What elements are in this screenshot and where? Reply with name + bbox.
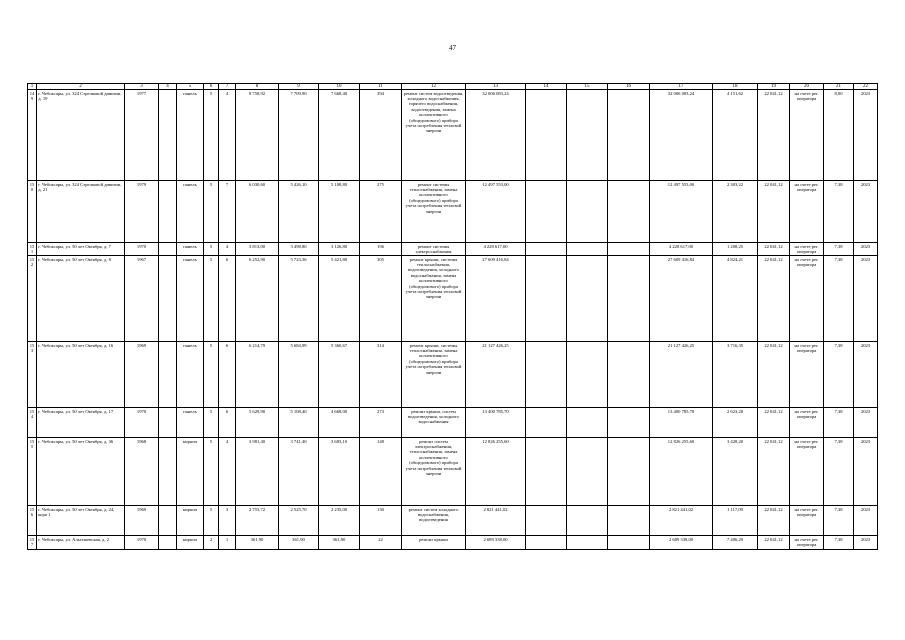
address-cell: г. Чебоксары, ул. 50 лет Октября, д. 24, корп 1 (37, 506, 125, 536)
residents-cell: 394 (360, 90, 402, 181)
col14-cell (526, 506, 567, 536)
funding-method-cell: на счете рег. оператора (790, 243, 824, 256)
limit-cell: 22 041,12 (758, 256, 790, 342)
cost-per-m2-cell: 4 151,62 (713, 90, 758, 181)
plan-year-cell: 2023 (854, 256, 878, 342)
material-cell: панель (177, 243, 204, 256)
limit-cell: 22 041,12 (758, 90, 790, 181)
residents-cell: 273 (360, 408, 402, 438)
cost-cell: 12 826 255,60 (466, 438, 526, 506)
column-number-cell: 15 (567, 84, 608, 90)
col4-cell (159, 506, 177, 536)
area-residential-cell: 5 421,80 (319, 256, 360, 342)
cost-cell: 13 400 785,70 (466, 408, 526, 438)
cost-per-m2-cell: 7 406,29 (713, 536, 758, 550)
tariff-cell: 7,38 (824, 181, 854, 243)
cost-cell: 21 127 426,25 (466, 342, 526, 408)
col15-cell (567, 408, 608, 438)
address-cell: г. Чебоксары, ул. 50 лет Октября, д. 8 (37, 256, 125, 342)
col14-cell (526, 256, 567, 342)
row-id-cell: 154 (28, 408, 37, 438)
address-cell: г. Чебоксары, ул. 50 лет Октября, д. 16 (37, 342, 125, 408)
cost-fund-cell: 21 127 426,25 (650, 342, 713, 408)
area-total-cell: 2 753,72 (236, 506, 279, 536)
material-cell: панель (177, 342, 204, 408)
col4-cell (159, 90, 177, 181)
area-residential-cell: 3 126,80 (319, 243, 360, 256)
floors-cell: 5 (204, 256, 219, 342)
tariff-cell: 7,38 (824, 408, 854, 438)
cost-fund-cell: 4 228 617,00 (650, 243, 713, 256)
residents-cell: 196 (360, 243, 402, 256)
area-living-cell: 361,90 (279, 536, 319, 550)
cost-cell: 4 228 617,00 (466, 243, 526, 256)
cost-fund-cell: 32 006 083,24 (650, 90, 713, 181)
tariff-cell: 7,38 (824, 438, 854, 506)
housing-repair-table-wrapper (27, 83, 871, 550)
year-cell: 1967 (125, 256, 159, 342)
tariff-cell: 7,38 (824, 506, 854, 536)
area-residential-cell: 4 668,00 (319, 408, 360, 438)
col4-cell (159, 342, 177, 408)
column-number-cell: 8 (236, 84, 279, 90)
col15-cell (567, 243, 608, 256)
page-number: 47 (449, 44, 456, 52)
row-id-cell: 155 (28, 438, 37, 506)
col4-cell (159, 408, 177, 438)
col16-cell (608, 506, 650, 536)
funding-method-cell: на счете рег. оператора (790, 256, 824, 342)
year-cell: 1969 (125, 342, 159, 408)
residents-cell: 148 (360, 438, 402, 506)
column-number-cell: 5 (177, 84, 204, 90)
area-total-cell: 3 813,00 (236, 243, 279, 256)
material-cell: панель (177, 256, 204, 342)
entrances-cell: 1 (219, 536, 236, 550)
works-cell: ремонт системы теплоснабжения, замена коллективного (общедомового) прибора учета потребления тепловой энергии (402, 181, 466, 243)
col4-cell (159, 181, 177, 243)
year-cell: 1979 (125, 181, 159, 243)
area-total-cell: 6 030,60 (236, 181, 279, 243)
table-row (28, 243, 878, 256)
funding-method-cell: на счете рег. оператора (790, 536, 824, 550)
column-number-cell: 11 (360, 84, 402, 90)
cost-fund-cell: 2 821 441,02 (650, 506, 713, 536)
cost-cell: 2 821 441,02 (466, 506, 526, 536)
area-total-cell: 8 758,92 (236, 90, 279, 181)
cost-cell: 32 006 083,24 (466, 90, 526, 181)
funding-method-cell: на счете рег. оператора (790, 438, 824, 506)
material-cell: кирпич (177, 438, 204, 506)
limit-cell: 22 041,12 (758, 536, 790, 550)
tariff-cell: 7,38 (824, 342, 854, 408)
year-cell: 1970 (125, 408, 159, 438)
table-row (28, 256, 878, 342)
plan-year-cell: 2023 (854, 408, 878, 438)
column-number-cell: 16 (608, 84, 650, 90)
row-id-cell: 150 (28, 181, 37, 243)
entrances-cell: 6 (219, 256, 236, 342)
area-living-cell: 7 709,90 (279, 90, 319, 181)
table-row (28, 90, 878, 181)
works-cell: ремонт систем холодного водоснабжения, водоотведения (402, 506, 466, 536)
column-number-cell: 19 (758, 84, 790, 90)
plan-year-cell: 2023 (854, 342, 878, 408)
entrances-cell: 4 (219, 90, 236, 181)
column-number-cell: 20 (790, 84, 824, 90)
cost-cell: 2 689 338,00 (466, 536, 526, 550)
area-living-cell: 3 741,40 (279, 438, 319, 506)
column-number-cell: 10 (319, 84, 360, 90)
cost-per-m2-cell: 4 824,21 (713, 256, 758, 342)
area-residential-cell: 361,90 (319, 536, 360, 550)
area-total-cell: 361,90 (236, 536, 279, 550)
limit-cell: 22 041,12 (758, 408, 790, 438)
year-cell: 1970 (125, 536, 159, 550)
col16-cell (608, 342, 650, 408)
column-number-cell: 9 (279, 84, 319, 90)
material-cell: панель (177, 408, 204, 438)
col16-cell (608, 438, 650, 506)
funding-method-cell: на счете рег. оператора (790, 506, 824, 536)
floors-cell: 5 (204, 342, 219, 408)
entrances-cell: 6 (219, 408, 236, 438)
residents-cell: 314 (360, 342, 402, 408)
area-living-cell: 5 723,36 (279, 256, 319, 342)
row-id-cell: 157 (28, 536, 37, 550)
works-cell: ремонт крыши, систем водоотведения, холодного водоснабжения (402, 408, 466, 438)
area-residential-cell: 5 108,80 (319, 181, 360, 243)
material-cell: панель (177, 181, 204, 243)
entrances-cell: 4 (219, 438, 236, 506)
year-cell: 1970 (125, 243, 159, 256)
column-number-cell: 2 (37, 84, 125, 90)
cost-per-m2-cell: 1 208,25 (713, 243, 758, 256)
works-cell: ремонт крыши, системы теплоснабжения, водоотведения, холодного водоснабжения, замена коллективного (общедомового) прибора учета потребления тепловой энергии (402, 256, 466, 342)
col16-cell (608, 256, 650, 342)
area-residential-cell: 7 668,40 (319, 90, 360, 181)
table-row (28, 506, 878, 536)
column-number-cell: 7 (219, 84, 236, 90)
plan-year-cell: 2023 (854, 438, 878, 506)
floors-cell: 5 (204, 408, 219, 438)
table-row (28, 536, 878, 550)
works-cell: ремонт крыши, системы теплоснабжения, замена коллективного (общедомового) прибора учета потребления тепловой энергии (402, 342, 466, 408)
address-cell: г. Чебоксары, ул. Альгешевская, д. 2 (37, 536, 125, 550)
cost-fund-cell: 12 826 255,60 (650, 438, 713, 506)
area-living-cell: 5 108,40 (279, 408, 319, 438)
col14-cell (526, 536, 567, 550)
limit-cell: 22 041,12 (758, 438, 790, 506)
col16-cell (608, 181, 650, 243)
col16-cell (608, 90, 650, 181)
col16-cell (608, 243, 650, 256)
col14-cell (526, 438, 567, 506)
table-row (28, 438, 878, 506)
col14-cell (526, 181, 567, 243)
column-number-cell: 4 (159, 84, 177, 90)
entrances-cell: 3 (219, 506, 236, 536)
col15-cell (567, 342, 608, 408)
col14-cell (526, 243, 567, 256)
tariff-cell: 7,38 (824, 243, 854, 256)
col15-cell (567, 256, 608, 342)
col15-cell (567, 506, 608, 536)
area-total-cell: 5 629,90 (236, 408, 279, 438)
works-cell: ремонт крыши (402, 536, 466, 550)
tariff-cell: 7,38 (824, 536, 854, 550)
funding-method-cell: на счете рег. оператора (790, 90, 824, 181)
cost-fund-cell: 12 497 553,00 (650, 181, 713, 243)
cost-per-m2-cell: 3 716,35 (713, 342, 758, 408)
area-total-cell: 6 252,90 (236, 256, 279, 342)
residents-cell: 130 (360, 506, 402, 536)
row-id-cell: 149 (28, 90, 37, 181)
plan-year-cell: 2023 (854, 181, 878, 243)
area-total-cell: 6 214,79 (236, 342, 279, 408)
floors-cell: 5 (204, 506, 219, 536)
works-cell: ремонт систем водоотведения, холодного водоснабжения, горячего водоснабжения, водоотведения, замена коллективного (общедомового) прибора учета потребления тепловой энергии (402, 90, 466, 181)
funding-method-cell: на счете рег. оператора (790, 342, 824, 408)
col16-cell (608, 536, 650, 550)
address-cell: г. Чебоксары, ул. 50 лет Октября, д. 7 (37, 243, 125, 256)
cost-cell: 27 609 416,84 (466, 256, 526, 342)
entrances-cell: 7 (219, 181, 236, 243)
material-cell: кирпич (177, 506, 204, 536)
tariff-cell: 8,00 (824, 90, 854, 181)
floors-cell: 5 (204, 90, 219, 181)
col15-cell (567, 438, 608, 506)
limit-cell: 22 041,12 (758, 181, 790, 243)
material-cell: панель (177, 90, 204, 181)
floors-cell: 2 (204, 536, 219, 550)
area-living-cell: 5 684,99 (279, 342, 319, 408)
area-total-cell: 3 981,40 (236, 438, 279, 506)
col4-cell (159, 438, 177, 506)
area-residential-cell: 5 360,67 (319, 342, 360, 408)
residents-cell: 275 (360, 181, 402, 243)
address-cell: г. Чебоксары, ул. 324 Стрелковой дивизии, д. 21 (37, 181, 125, 243)
plan-year-cell: 2023 (854, 243, 878, 256)
floors-cell: 5 (204, 243, 219, 256)
column-number-cell: 13 (466, 84, 526, 90)
col14-cell (526, 342, 567, 408)
year-cell: 1969 (125, 506, 159, 536)
column-number-cell: 1 (28, 84, 37, 90)
residents-cell: 305 (360, 256, 402, 342)
residents-cell: 22 (360, 536, 402, 550)
col14-cell (526, 408, 567, 438)
address-cell: г. Чебоксары, ул. 50 лет Октября, д. 17 (37, 408, 125, 438)
table-row (28, 342, 878, 408)
column-number-cell: 18 (713, 84, 758, 90)
works-cell: ремонт системы электроснабжения (402, 243, 466, 256)
entrances-cell: 4 (219, 243, 236, 256)
year-cell: 1968 (125, 438, 159, 506)
tariff-cell: 7,38 (824, 256, 854, 342)
address-cell: г. Чебоксары, ул. 50 лет Октября, д. 36 (37, 438, 125, 506)
table-row (28, 408, 878, 438)
funding-method-cell: на счете рег. оператора (790, 408, 824, 438)
column-number-cell: 3 (125, 84, 159, 90)
area-living-cell: 2 525,70 (279, 506, 319, 536)
plan-year-cell: 2023 (854, 536, 878, 550)
col4-cell (159, 256, 177, 342)
plan-year-cell: 2023 (854, 506, 878, 536)
row-id-cell: 153 (28, 342, 37, 408)
year-cell: 1977 (125, 90, 159, 181)
cost-fund-cell: 27 609 416,84 (650, 256, 713, 342)
plan-year-cell: 2023 (854, 90, 878, 181)
cost-per-m2-cell: 3 428,20 (713, 438, 758, 506)
works-cell: ремонт систем электроснабжения, теплоснабжения, замена коллективного (общедомового) прибора учета потребления тепловой энергии (402, 438, 466, 506)
material-cell: кирпич (177, 536, 204, 550)
cost-fund-cell: 13 400 785,70 (650, 408, 713, 438)
floors-cell: 5 (204, 438, 219, 506)
col15-cell (567, 90, 608, 181)
col4-cell (159, 243, 177, 256)
row-id-cell: 156 (28, 506, 37, 536)
funding-method-cell: на счете рег. оператора (790, 181, 824, 243)
column-number-cell: 17 (650, 84, 713, 90)
housing-repair-table (27, 83, 878, 550)
limit-cell: 22 041,12 (758, 342, 790, 408)
entrances-cell: 6 (219, 342, 236, 408)
row-id-cell: 151 (28, 243, 37, 256)
table-row (28, 181, 878, 243)
row-id-cell: 152 (28, 256, 37, 342)
cost-fund-cell: 2 689 338,00 (650, 536, 713, 550)
col16-cell (608, 408, 650, 438)
limit-cell: 22 041,12 (758, 506, 790, 536)
area-living-cell: 3 498,80 (279, 243, 319, 256)
col4-cell (159, 536, 177, 550)
area-residential-cell: 3 683,10 (319, 438, 360, 506)
cost-per-m2-cell: 1 117,09 (713, 506, 758, 536)
col15-cell (567, 181, 608, 243)
address-cell: г. Чебоксары, ул. 324 Стрелковой дивизии, д. 19 (37, 90, 125, 181)
area-living-cell: 5 426,10 (279, 181, 319, 243)
column-number-cell: 22 (854, 84, 878, 90)
column-number-cell: 12 (402, 84, 466, 90)
limit-cell: 22 041,12 (758, 243, 790, 256)
area-residential-cell: 2 235,00 (319, 506, 360, 536)
col14-cell (526, 90, 567, 181)
cost-per-m2-cell: 2 623,28 (713, 408, 758, 438)
cost-cell: 12 497 553,00 (466, 181, 526, 243)
column-number-cell: 21 (824, 84, 854, 90)
column-number-cell: 14 (526, 84, 567, 90)
cost-per-m2-cell: 2 303,22 (713, 181, 758, 243)
column-number-cell: 6 (204, 84, 219, 90)
col15-cell (567, 536, 608, 550)
floors-cell: 5 (204, 181, 219, 243)
